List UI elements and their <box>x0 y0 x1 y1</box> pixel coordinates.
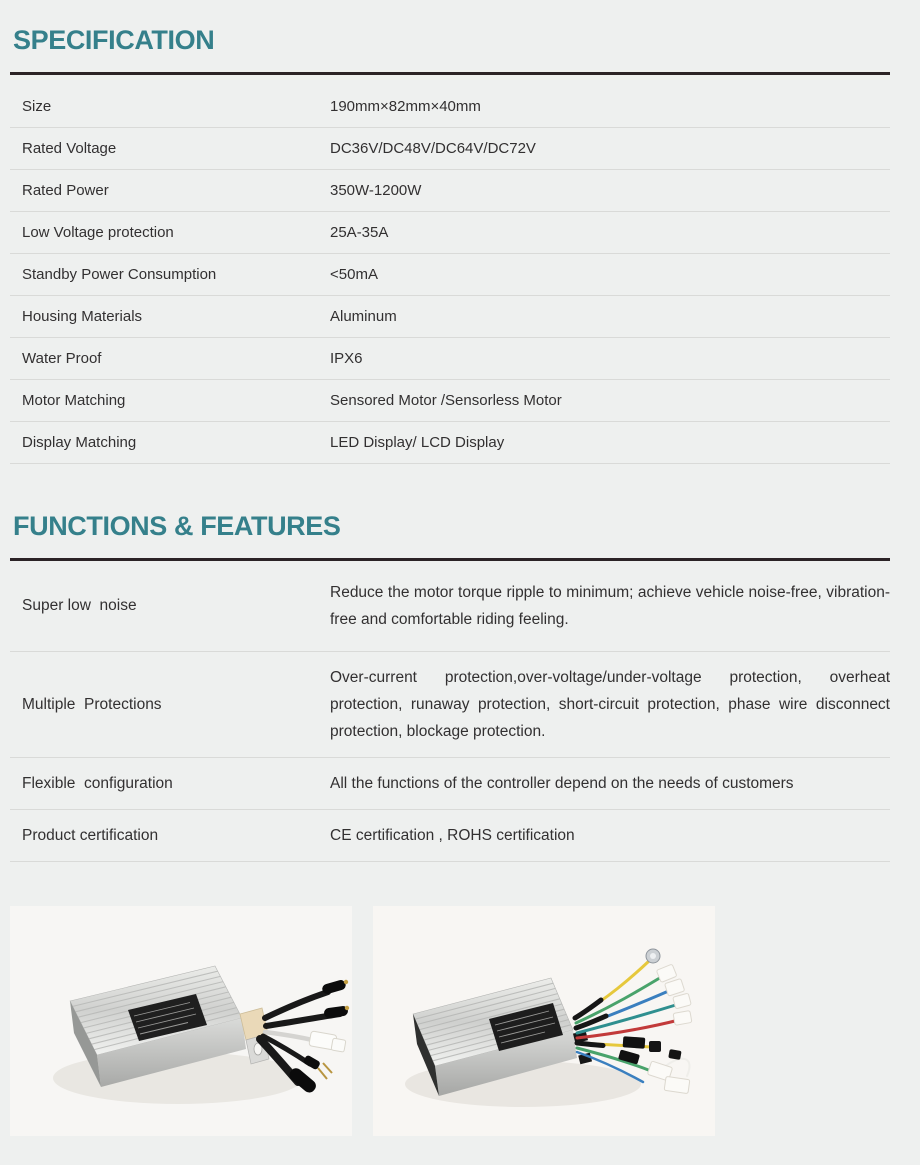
feature-value: Reduce the motor torque ripple to minimum; achieve vehicle noise-free, vibration-free and comfortable riding feeling. <box>330 584 890 628</box>
table-row <box>10 758 890 810</box>
feature-value: Over-current protection,over-voltage/under-voltage protection, overheat protection, runaway protection, short-circuit protection, phase wire disconnect protection, blockage protection. <box>330 669 890 740</box>
spec-value: <50mA <box>330 266 378 283</box>
product-gallery <box>10 906 920 1136</box>
spec-value: 25A-35A <box>330 224 389 241</box>
table-row <box>10 128 890 170</box>
controller-colored-wires-illustration <box>373 906 715 1136</box>
spec-value: Aluminum <box>330 308 397 325</box>
controller-photo-colored-wires <box>373 906 715 1136</box>
spec-label: Motor Matching <box>22 392 126 409</box>
spec-label: Rated Power <box>22 182 109 199</box>
specification-table <box>10 86 890 464</box>
controller-black-cables-illustration <box>10 906 352 1136</box>
table-row <box>10 810 890 862</box>
feature-label: Super low noise <box>22 597 137 614</box>
table-row <box>10 170 890 212</box>
spec-label: Rated Voltage <box>22 140 117 157</box>
table-row <box>10 380 890 422</box>
feature-value: All the functions of the controller depend on the needs of customers <box>330 775 794 792</box>
spec-value: 350W-1200W <box>330 182 422 199</box>
spec-label: Housing Materials <box>22 308 143 325</box>
spec-label: Water Proof <box>22 350 102 367</box>
table-row <box>10 86 890 128</box>
spec-value: LED Display/ LCD Display <box>330 434 505 451</box>
table-row <box>10 296 890 338</box>
feature-value: CE certification , ROHS certification <box>330 827 575 844</box>
feature-label: Multiple Protections <box>22 695 162 713</box>
spec-label: Display Matching <box>22 434 137 451</box>
spec-value: DC36V/DC48V/DC64V/DC72V <box>330 140 536 157</box>
section-divider <box>10 72 890 75</box>
spec-value: IPX6 <box>330 350 363 367</box>
spec-value: 190mm×82mm×40mm <box>330 98 481 115</box>
specification-title: SPECIFICATION <box>13 25 215 55</box>
table-row <box>10 561 890 652</box>
spec-label: Low Voltage protection <box>22 224 174 241</box>
spec-value: Sensored Motor /Sensorless Motor <box>330 392 562 409</box>
table-row <box>10 212 890 254</box>
controller-photo-black-cables <box>10 906 352 1136</box>
table-row <box>10 338 890 380</box>
features-title: FUNCTIONS & FEATURES <box>13 511 341 541</box>
spec-label: Size <box>22 98 52 115</box>
table-row <box>10 422 890 464</box>
table-row <box>10 652 890 758</box>
spec-label: Standby Power Consumption <box>22 266 217 283</box>
table-row <box>10 254 890 296</box>
feature-label: Flexible configuration <box>22 774 173 792</box>
feature-label: Product certification <box>22 826 159 844</box>
features-table <box>10 561 890 862</box>
